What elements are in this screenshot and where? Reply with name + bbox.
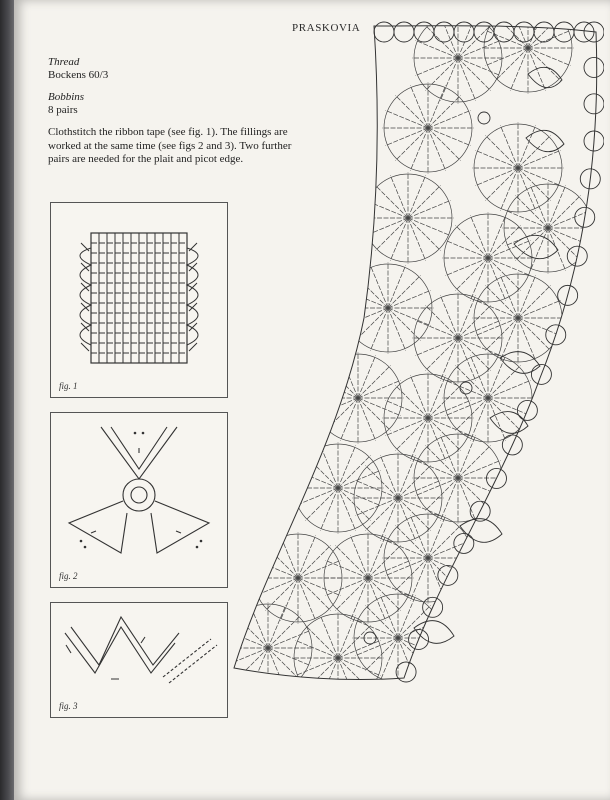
figure-2-caption: fig. 2 [59, 571, 78, 581]
thread-value: Bockens 60/3 [48, 69, 109, 81]
instructions-line-2: worked at the same time (see figs 2 and 3). Two further [48, 139, 292, 152]
figure-3-diagram [51, 603, 227, 717]
figure-1 [50, 202, 228, 398]
figure-3-caption: fig. 3 [59, 701, 78, 711]
instructions-line-1: Clothstitch the ribbon tape (see fig. 1). The fillings are [48, 126, 288, 138]
lace-collar-pattern [228, 18, 604, 718]
figure-1-diagram [51, 203, 227, 397]
figure-1-caption: fig. 1 [59, 381, 78, 391]
bobbins-value: 8 pairs [48, 104, 78, 116]
figure-3 [50, 602, 228, 718]
book-page [14, 0, 610, 800]
thread-label: Thread [48, 56, 80, 68]
bobbins-label: Bobbins [48, 91, 85, 103]
instructions-line-3: pairs are needed for the plait and picot edge. [48, 153, 244, 165]
book-spine-shadow [0, 0, 14, 800]
figure-2-diagram [51, 413, 227, 587]
running-head: PRASKOVIA [292, 22, 361, 34]
figure-2 [50, 412, 228, 588]
